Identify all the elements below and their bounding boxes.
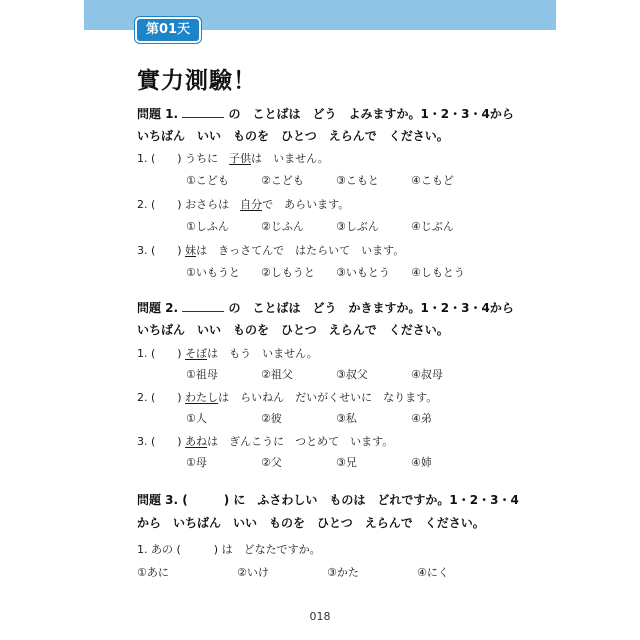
option[interactable]: ④じぶん bbox=[411, 220, 454, 233]
question-text: は もう いません。 bbox=[207, 347, 318, 360]
option[interactable]: ①しふん bbox=[186, 220, 229, 233]
option[interactable]: ②父 bbox=[261, 456, 282, 469]
option[interactable]: ①祖母 bbox=[186, 368, 218, 381]
option[interactable]: ③かた bbox=[327, 566, 359, 579]
problem-2-blank bbox=[182, 299, 224, 312]
question-2-3 bbox=[137, 433, 393, 449]
problem-2-instruction-text: の ことばは どう かきますか。1・2・3・4から bbox=[224, 301, 514, 315]
page-number: 018 bbox=[309, 610, 331, 623]
question-number: 3. ( ) bbox=[137, 435, 186, 448]
option[interactable]: ②じふん bbox=[261, 220, 304, 233]
option[interactable]: ④こもど bbox=[411, 174, 454, 187]
question-1-3 bbox=[137, 242, 404, 258]
option[interactable]: ④にく bbox=[417, 566, 449, 579]
problem-2-label: 問題 2. bbox=[137, 301, 179, 315]
option[interactable]: ④弟 bbox=[411, 412, 432, 425]
problem-1-instruction-text: の ことばは どう よみますか。1・2・3・4から bbox=[224, 107, 514, 121]
problem-3-instruction: 問題 3. ( ) に ふさわしい ものは どれですか。1・2・3・4 bbox=[137, 493, 519, 507]
question-target-word: 妹 bbox=[185, 244, 197, 257]
option[interactable]: ②彼 bbox=[261, 412, 282, 425]
option[interactable]: ①こども bbox=[186, 174, 229, 187]
option[interactable]: ②しもうと bbox=[261, 266, 315, 279]
option[interactable]: ①いもうと bbox=[186, 266, 240, 279]
problem-1-instruction-line2: いちばん いい ものを ひとつ えらんで ください。 bbox=[137, 129, 449, 143]
question-1-2 bbox=[137, 196, 349, 212]
question-target-word: 子供 bbox=[229, 152, 252, 165]
question-target-word: そぼ bbox=[185, 347, 208, 360]
question-1-1 bbox=[137, 150, 329, 166]
option[interactable]: ①母 bbox=[186, 456, 207, 469]
question-text: は ぎんこうに つとめて います。 bbox=[207, 435, 394, 448]
question-2-2 bbox=[137, 389, 437, 405]
option[interactable]: ③叔父 bbox=[336, 368, 368, 381]
page-title: 實力測驗！ bbox=[137, 67, 257, 94]
option[interactable]: ③しぶん bbox=[336, 220, 379, 233]
question-text: は らいねん だいがくせいに なります。 bbox=[218, 391, 438, 404]
question-number: 2. ( ) bbox=[137, 391, 186, 404]
question-number: 2. ( ) bbox=[137, 198, 186, 211]
question-2-1 bbox=[137, 345, 318, 361]
question-target-word: あね bbox=[185, 435, 208, 448]
option[interactable]: ①あに bbox=[137, 566, 169, 579]
option[interactable]: ②いけ bbox=[237, 566, 269, 579]
problem-1-blank bbox=[182, 105, 224, 118]
problem-2-instruction bbox=[137, 299, 514, 316]
question-target-word: 自分 bbox=[240, 198, 263, 211]
option[interactable]: ③私 bbox=[336, 412, 357, 425]
option[interactable]: ①人 bbox=[186, 412, 207, 425]
option[interactable]: ③いもとう bbox=[336, 266, 390, 279]
option[interactable]: ②こども bbox=[261, 174, 304, 187]
option[interactable]: ③こもと bbox=[336, 174, 379, 187]
question-text: うちに bbox=[185, 152, 230, 165]
day-badge: 第01天 bbox=[135, 17, 201, 43]
question-number: 1. ( ) bbox=[137, 152, 186, 165]
option[interactable]: ④しもとう bbox=[411, 266, 465, 279]
option[interactable]: ④叔母 bbox=[411, 368, 443, 381]
option[interactable]: ②祖父 bbox=[261, 368, 293, 381]
question-number: 3. ( ) bbox=[137, 244, 186, 257]
question-number: 1. ( ) bbox=[137, 347, 186, 360]
problem-2-instruction-line2: いちばん いい ものを ひとつ えらんで ください。 bbox=[137, 323, 449, 337]
question-text: は いません。 bbox=[251, 152, 329, 165]
question-target-word: わたし bbox=[185, 391, 219, 404]
option[interactable]: ④姉 bbox=[411, 456, 432, 469]
problem-1-instruction bbox=[137, 105, 514, 122]
question-text: おさらは bbox=[185, 198, 241, 211]
option[interactable]: ③兄 bbox=[336, 456, 357, 469]
problem-1-label: 問題 1. bbox=[137, 107, 179, 121]
problem-3-instruction-line2: から いちばん いい ものを ひとつ えらんで ください。 bbox=[137, 516, 485, 530]
question-3-1: 1. あの ( ) は どなたですか。 bbox=[137, 543, 321, 556]
question-text: は きっさてんで はたらいて います。 bbox=[196, 244, 405, 257]
question-text: で あらいます。 bbox=[262, 198, 350, 211]
